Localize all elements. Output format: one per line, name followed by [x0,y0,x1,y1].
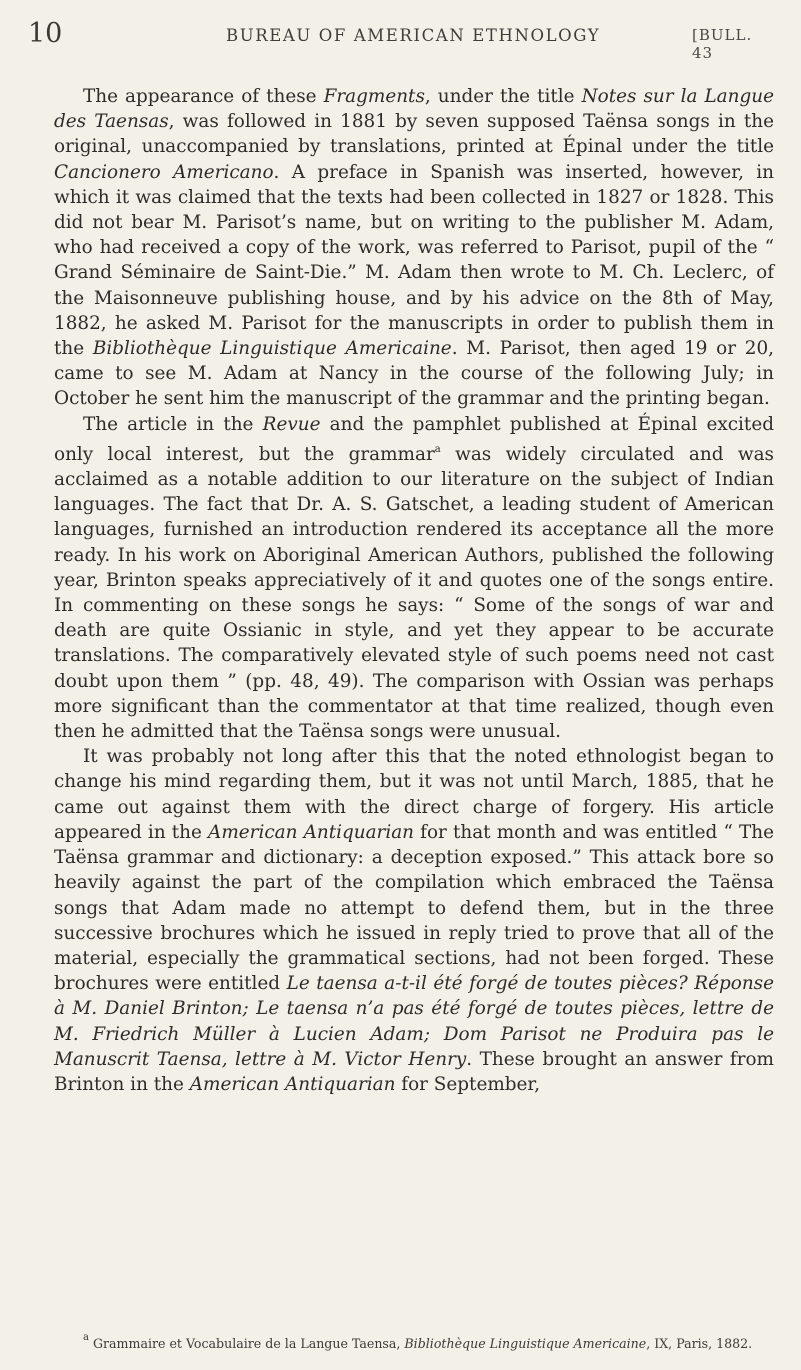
italic-title: Notes sur la Langue des Taensas [54,86,774,133]
text-run: for that month and was entitled “ The Taënsa grammar and dictionary: a deception exposed.” This attack bore so heavily against the part of the compilation which embraced the Taënsa songs that Adam made no attempt to defend them, but in the three successive brochures which he issued in reply tried to prove that all of the material, especially the grammatical sections, had not been forged. These brochures were entitled [54,821,774,995]
text-run: . A preface in Spanish was inserted, however, in which it was claimed that the texts had been collected in 1827 or 1828. This did not bear M. Parisot’s name, but on writing to the publisher M. Adam, who had received a copy of the work, was referred to Parisot, pupil of the “ Grand Séminaire de Saint-Die.” M. Adam then wrote to M. Ch. Leclerc, of the Maisonneuve publishing house, and by his advice on the 8th of May, 1882, he asked M. Parisot for the manuscripts in order to publish them in the [54,161,774,360]
text-run: , was followed in 1881 by seven supposed Taënsa songs in the original, unaccompanied by translations, printed at Épinal under the title [54,111,775,158]
text-run: It was probably not long after this that the noted ethnologist began to change his mind regarding them, but it was not until March, 1885, that he came out against them with the direct charge of forgery. His article appeared in the [54,746,774,843]
running-title: BUREAU OF AMERICAN ETHNOLOGY [226,26,601,45]
italic-title: Bibliothèque Linguistique Americaine [404,1336,647,1351]
italic-title: Le taensa a-t-il été forgé de toutes pièces? Réponse à M. Daniel Brinton; Le taensa n’a pas été forgé de toutes pièces, lettre de M. Friedrich Müller à Lucien Adam; Dom Parisot ne Produira pas le Manuscrit Taensa, lettre à M. Victor Henry [54,973,775,1070]
page-number: 10 [28,18,63,49]
text-run: , under the title [424,86,582,107]
text-run: . These brought an answer from Brinton in the [54,1048,774,1095]
paragraph-1 [54,84,774,412]
text-run: The appearance of these [83,86,324,107]
italic-title: Bibliothèque Linguistique Americaine [92,338,452,360]
italic-title: Revue [262,413,321,435]
paragraph-2 [54,412,774,745]
footnote-mark: a [83,1332,89,1343]
footnote-text [54,1329,774,1353]
italic-title: Fragments [323,86,425,107]
italic-title: Cancionero Americano [54,161,274,183]
footnote [54,1329,774,1353]
text-run: Grammaire et Vocabulaire de la Langue Taensa, [88,1336,405,1351]
text-run: was widely circulated and was acclaimed as a notable addition to our literature on the subject of Indian languages. The fact that Dr. A. S. Gatschet, a leading student of American languages, furnished an introduction rendered its acceptance all the more ready. In his work on Aboriginal American Authors, published the following year, Brinton speaks appreciatively of it and quotes one of the songs entire. In commenting on these songs he says: “ Some of the songs of war and death are quite Ossianic in style, and yet they appear to be accurate translations. The comparatively elevated style of such poems need not cast doubt upon them ” (pp. 48, 49). The comparison with Ossian was perhaps more significant than the commentator at that time realized, though even then he admitted that the Taënsa songs were unusual. [54,443,774,743]
text-run: for September, [395,1073,541,1095]
footnote-ref: a [434,443,441,455]
text-run: , IX, Paris, 1882. [646,1336,753,1351]
italic-title: American Antiquarian [189,1073,396,1095]
text-run: . M. Parisot, then aged 19 or 20, came to see M. Adam at Nancy in the course of the following July; in October he sent him the manuscript of the grammar and the printing began. [54,338,775,410]
page-header [28,18,773,62]
paragraph-3 [54,744,774,1097]
text-run: The article in the [83,413,263,435]
body-text [54,84,774,1097]
italic-title: American Antiquarian [208,821,415,843]
bulletin-number: [BULL. 43 [692,26,753,62]
text-run: and the pamphlet published at Épinal excited only local interest, but the grammar [54,413,774,465]
